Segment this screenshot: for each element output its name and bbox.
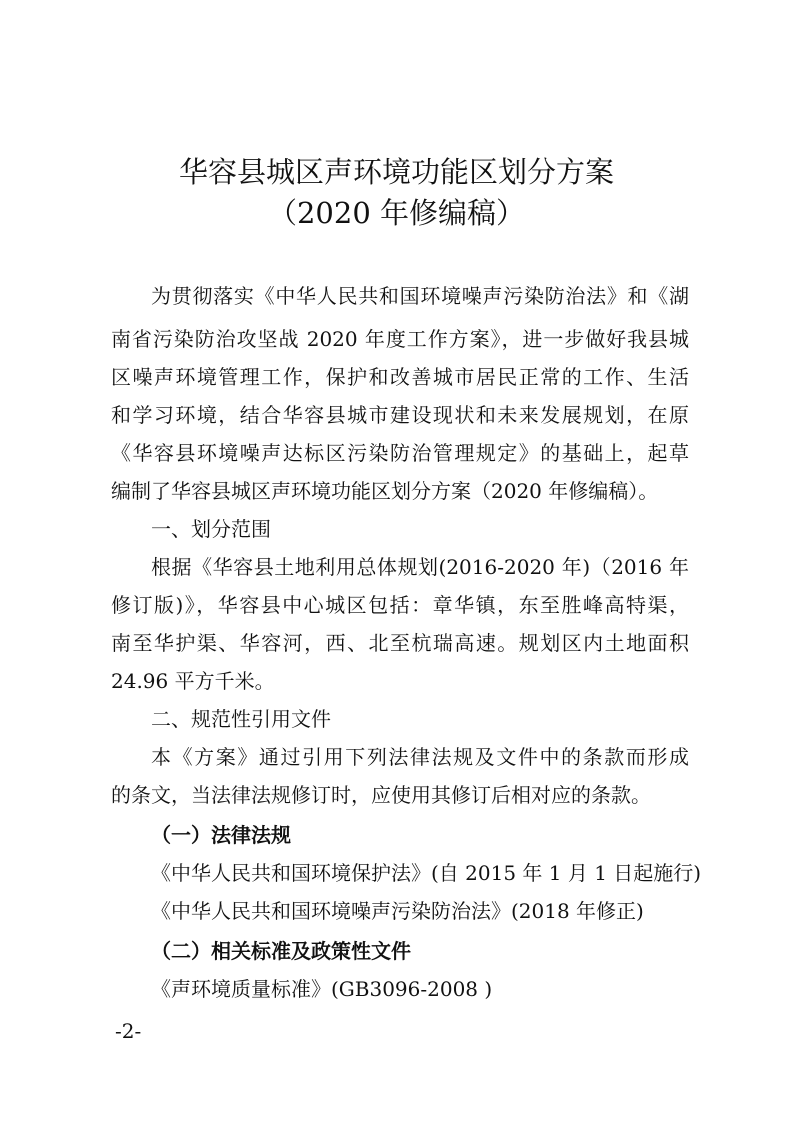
section-heading-references: 二、规范性引用文件 xyxy=(151,707,331,731)
law-item: 《中华人民共和国环境噪声污染防治法》(2018 年修正) xyxy=(151,899,644,923)
scope-line: 24.96 平方千米。 xyxy=(111,669,275,693)
standard-item: 《声环境质量标准》(GB3096-2008 ) xyxy=(151,977,493,1001)
document-subtitle: （2020 年修编稿） xyxy=(267,196,526,230)
subheading-standards: （二）相关标准及政策性文件 xyxy=(151,939,411,963)
intro-line: 南省污染防治攻坚战 2020 年度工作方案》，进一步做好我县城 xyxy=(111,327,689,351)
scope-line: 南至华护渠、华容河，西、北至杭瑞高速。规划区内土地面积 xyxy=(111,631,689,655)
law-item: 《中华人民共和国环境保护法》(自 2015 年 1 月 1 日起施行) xyxy=(151,861,702,885)
page-number: -2- xyxy=(115,1019,142,1043)
intro-line: 为贯彻落实《中华人民共和国环境噪声污染防治法》和《湖 xyxy=(151,284,689,308)
references-line: 的条文，当法律法规修订时，应使用其修订后相对应的条款。 xyxy=(111,783,651,807)
section-heading-scope: 一、划分范围 xyxy=(151,517,271,541)
references-line: 本《方案》通过引用下列法律法规及文件中的条款而形成 xyxy=(151,745,689,769)
intro-line: 《华容县环境噪声达标区污染防治管理规定》的基础上，起草 xyxy=(111,441,689,465)
intro-line: 编制了华容县城区声环境功能区划分方案（2020 年修编稿）。 xyxy=(111,479,659,503)
intro-line: 区噪声环境管理工作，保护和改善城市居民正常的工作、生活 xyxy=(111,365,689,389)
subheading-laws: （一）法律法规 xyxy=(151,823,291,847)
document-title: 华容县城区声环境功能区划分方案 xyxy=(178,155,614,189)
scope-line: 修订版)》，华容县中心城区包括：章华镇，东至胜峰高特渠， xyxy=(111,593,689,617)
scope-line: 根据《华容县土地利用总体规划(2016-2020 年)（2016 年 xyxy=(151,555,689,579)
intro-line: 和学习环境，结合华容县城市建设现状和未来发展规划，在原 xyxy=(111,403,689,427)
